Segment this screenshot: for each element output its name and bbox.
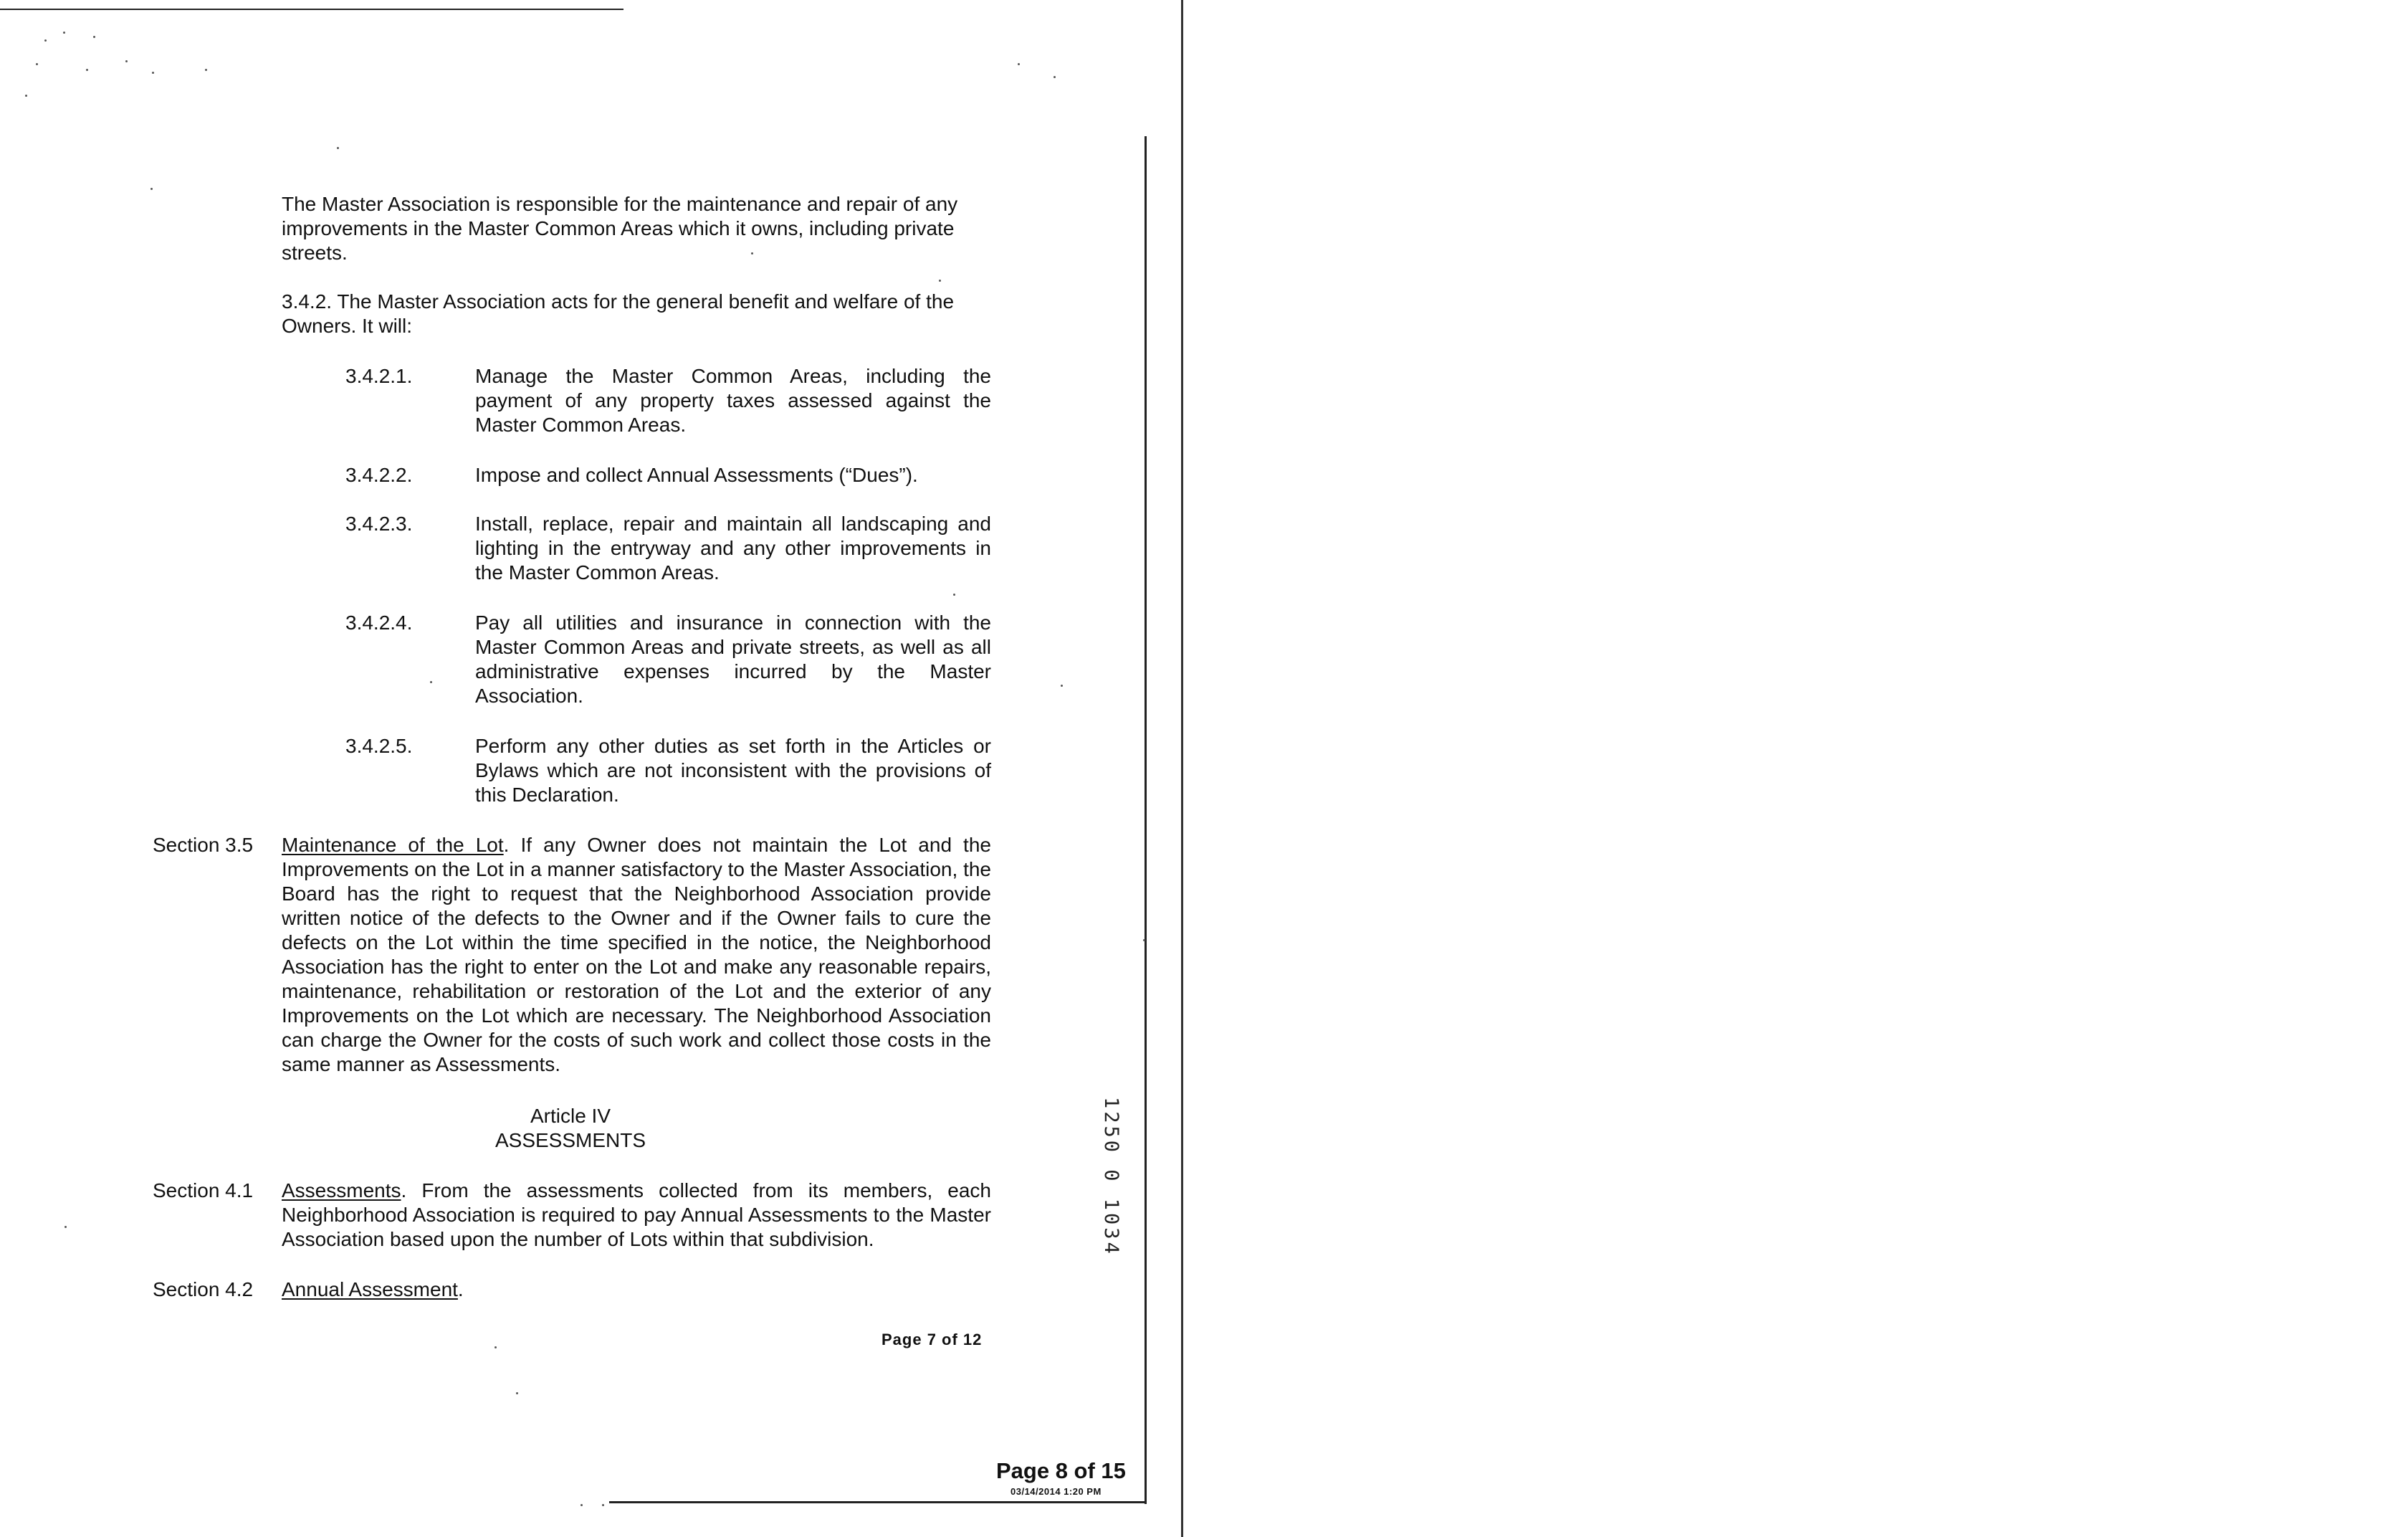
section-3-5-paragraph — [282, 833, 991, 1077]
bottom-rule — [609, 1501, 1147, 1503]
right-frame-line — [1145, 136, 1147, 1504]
section-4-2-label: Section 4.2 — [153, 1278, 254, 1300]
scan-speck — [86, 69, 88, 71]
scan-speck — [125, 60, 128, 62]
list-item-number: 3.4.2.1. — [345, 365, 413, 387]
scan-speck — [1054, 76, 1056, 78]
list-item-number: 3.4.2.2. — [345, 464, 413, 486]
top-rule — [0, 9, 624, 10]
list-item-text: Perform any other duties as set forth in the Articles or Bylaws which are not inconsistent with the provisions of this Declaration. — [475, 735, 991, 806]
list-item-text: Install, replace, repair and maintain all landscaping and lighting in the entryway and any other improvements in the Master Common Areas. — [475, 513, 991, 584]
scanned-document-page — [0, 0, 1182, 1537]
scan-speck — [516, 1392, 518, 1394]
recording-page-number: Page 8 of 15 — [996, 1458, 1126, 1483]
scan-speck — [953, 594, 955, 596]
list-item-text: Pay all utilities and insurance in connection with the Master Common Areas and private streets, as well as all administrative expenses incurred by the Master Association. — [475, 612, 991, 707]
section-3-5-label: Section 3.5 — [153, 834, 254, 856]
section-4-1-paragraph — [282, 1179, 991, 1252]
scan-speck — [64, 1226, 67, 1228]
list-item-number: 3.4.2.5. — [345, 735, 413, 757]
scan-speck — [152, 72, 154, 74]
section-4-2-paragraph — [282, 1277, 991, 1302]
intro-paragraph: The Master Association is responsible for the maintenance and repair of any improvements in the Master Common Areas which it owns, including private streets. — [282, 193, 958, 264]
scan-speck — [602, 1504, 604, 1506]
inner-page-number: Page 7 of 12 — [882, 1331, 983, 1348]
section-4-2-body: . — [457, 1278, 464, 1300]
scan-speck — [25, 95, 27, 97]
scan-speck — [63, 32, 65, 34]
list-item-text: Manage the Master Common Areas, including the payment of any property taxes assessed against the Master Common Areas. — [475, 365, 991, 436]
scan-speck — [580, 1504, 583, 1506]
scan-speck — [1061, 685, 1063, 687]
vertical-recording-id: 1250 0 1034 — [1100, 1097, 1122, 1257]
list-item-number: 3.4.2.3. — [345, 513, 413, 535]
scan-speck — [44, 39, 47, 42]
section-3-5-heading: Maintenance of the Lot — [282, 834, 504, 856]
section-4-1-label: Section 4.1 — [153, 1179, 254, 1201]
recording-timestamp: 03/14/2014 1:20 PM — [1010, 1486, 1102, 1497]
scan-speck — [36, 63, 38, 65]
list-item-text: Impose and collect Annual Assessments (“Dues”). — [475, 464, 918, 486]
section-4-1-heading: Assessments — [282, 1179, 401, 1201]
scan-speck — [494, 1346, 497, 1348]
page-gutter-line — [1181, 0, 1183, 1537]
scan-speck — [205, 69, 207, 71]
article-number: Article IV — [530, 1105, 611, 1127]
list-item-number: 3.4.2.4. — [345, 612, 413, 634]
scan-speck — [430, 681, 432, 683]
section-4-1-body: . From the assessments collected from its members, each Neighborhood Association is required to pay Annual Assessments to the Master Association based upon the number of Lots within that subdivision. — [282, 1179, 991, 1250]
scan-speck — [150, 188, 153, 190]
scan-speck — [939, 280, 941, 282]
scan-speck — [337, 147, 339, 149]
scan-speck — [93, 36, 95, 38]
article-title: ASSESSMENTS — [494, 1129, 646, 1151]
scan-speck — [1143, 939, 1145, 941]
scan-speck — [1018, 63, 1020, 65]
section-3-4-2-text: 3.4.2. The Master Association acts for the general benefit and welfare of the Owners. It will: — [282, 290, 955, 337]
section-4-2-heading: Annual Assessment — [282, 1278, 458, 1300]
section-3-5-body: . If any Owner does not maintain the Lot and the Improvements on the Lot in a manner satisfactory to the Master Association, the Board has the right to request that the Neighborhood Association provide written notice of the defects to the Owner and if the Owner fails to cure the defects on the Lot within the time specified in the notice, the Neighborhood Association has the right to enter on the Lot and make any reasonable repairs, maintenance, rehabilitation or restoration of the Lot and the exterior of any Improvements on the Lot which are necessary. The Neighborhood Association can charge the Owner for the costs of such work and collect those costs in the same manner as Assessments. — [282, 834, 991, 1075]
